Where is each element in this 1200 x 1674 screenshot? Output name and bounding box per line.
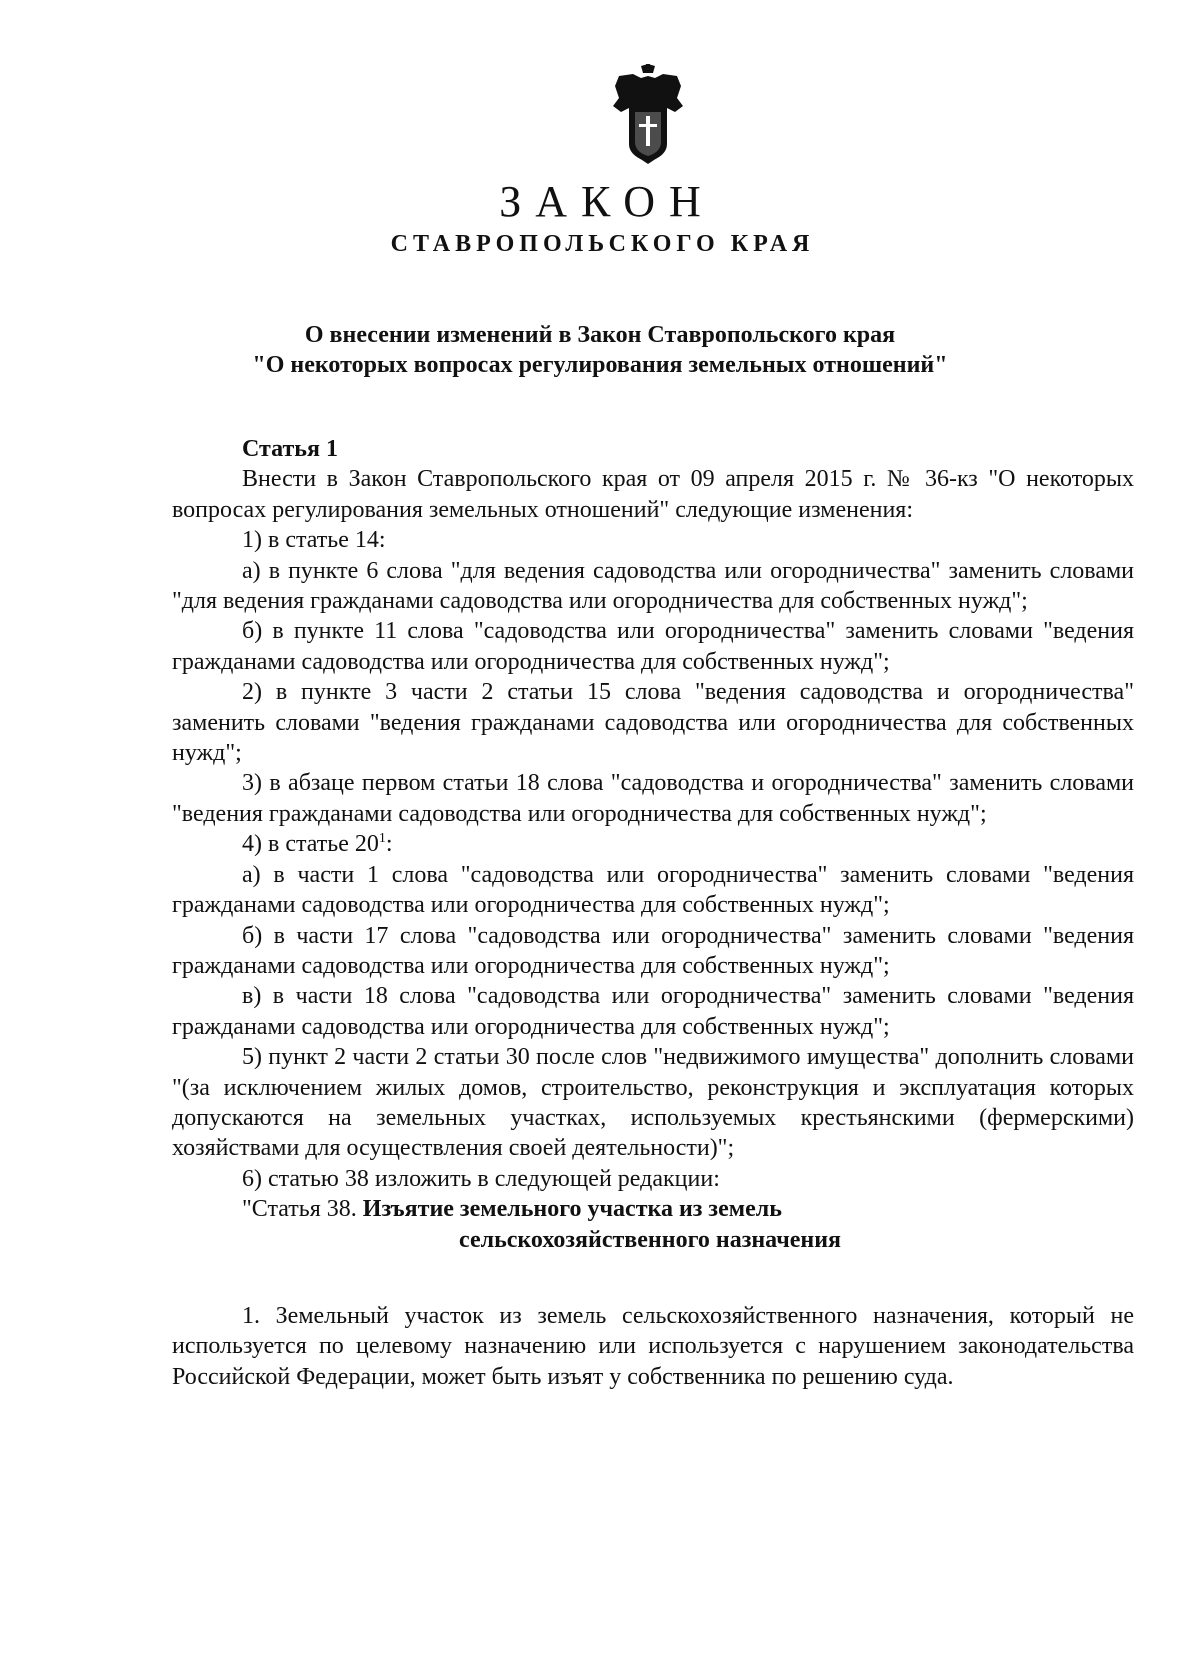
coat-of-arms-emblem: [611, 64, 685, 164]
document-title: ЗАКОН: [499, 177, 715, 226]
article-heading: Статья 1: [242, 436, 338, 462]
item-4-text: 4) в статье 20: [242, 831, 379, 858]
document-subtitle: СТАВРОПОЛЬСКОГО КРАЯ: [390, 231, 815, 257]
item-3: 3) в абзаце первом статьи 18 слова "садоводства и огородничества" заменить словами "ведения гражданами садоводства или огородничества для собственных нужд";: [172, 770, 1134, 827]
article-38-title-line-2: сельскохозяйственного назначения: [459, 1226, 842, 1253]
article-intro: Внести в Закон Ставропольского края от 09 апреля 2015 г. № 36-кз "О некоторых вопросах регулирования земельных отношений" следующие изменения:: [172, 466, 1134, 523]
law-subject: [0, 320, 1200, 380]
item-4-colon: :: [385, 831, 393, 858]
item-6: 6) статью 38 изложить в следующей редакции:: [242, 1165, 720, 1192]
item-4v: в) в части 18 слова "садоводства или огородничества" заменить словами "ведения гражданами садоводства или огородничества для собственных нужд";: [172, 983, 1134, 1040]
item-1a: а) в пункте 6 слова "для ведения садоводства или огородничества" заменить словами "для ведения гражданами садоводства или огородничества для собственных нужд";: [172, 557, 1134, 615]
article-38-prefix: "Статья 38.: [242, 1196, 363, 1223]
item-4-superscript: 1: [378, 831, 386, 847]
article-38-paragraph-1: 1. Земельный участок из земель сельскохозяйственного назначения, который не используется по целевому назначению или используется с нарушением законодательства Российской Федерации, может быть изъят у собственника по решению суда.: [172, 1302, 1134, 1390]
article-38-heading: [172, 1194, 1134, 1224]
article-38-title-line-1: Изъятие земельного участка из земель: [362, 1196, 782, 1223]
item-5: 5) пункт 2 части 2 статьи 30 после слов "недвижимого имущества" дополнить словами "(за исключением жилых домов, строительство, реконструкция и эксплуатация которых допускаются на земельных участках, используемых крестьянскими (фермерскими) хозяйствами для осуществления своей деятельности)";: [172, 1044, 1134, 1162]
item-4: [172, 829, 1134, 859]
spacer: [172, 1255, 1134, 1301]
law-subject-line-1: О внесении изменений в Закон Ставропольского края: [304, 322, 896, 348]
item-1: 1) в статье 14:: [242, 527, 386, 554]
item-1b: б) в пункте 11 слова "садоводства или огородничества" заменить словами "ведения гражданами садоводства или огородничества для собственных нужд";: [172, 618, 1134, 675]
item-4b: б) в части 17 слова "садоводства или огородничества" заменить словами "ведения гражданами садоводства или огородничества для собственных нужд";: [172, 922, 1134, 979]
law-subject-line-2: "О некоторых вопросах регулирования земельных отношений": [252, 352, 948, 378]
item-2: 2) в пункте 3 части 2 статьи 15 слова "ведения садоводства и огородничества" заменить словами "ведения гражданами садоводства или огородничества для собственных нужд";: [172, 679, 1134, 767]
document-body: [172, 434, 1134, 1392]
item-4a: а) в части 1 слова "садоводства или огородничества" заменить словами "ведения гражданами садоводства или огородничества для собственных нужд";: [172, 861, 1134, 919]
